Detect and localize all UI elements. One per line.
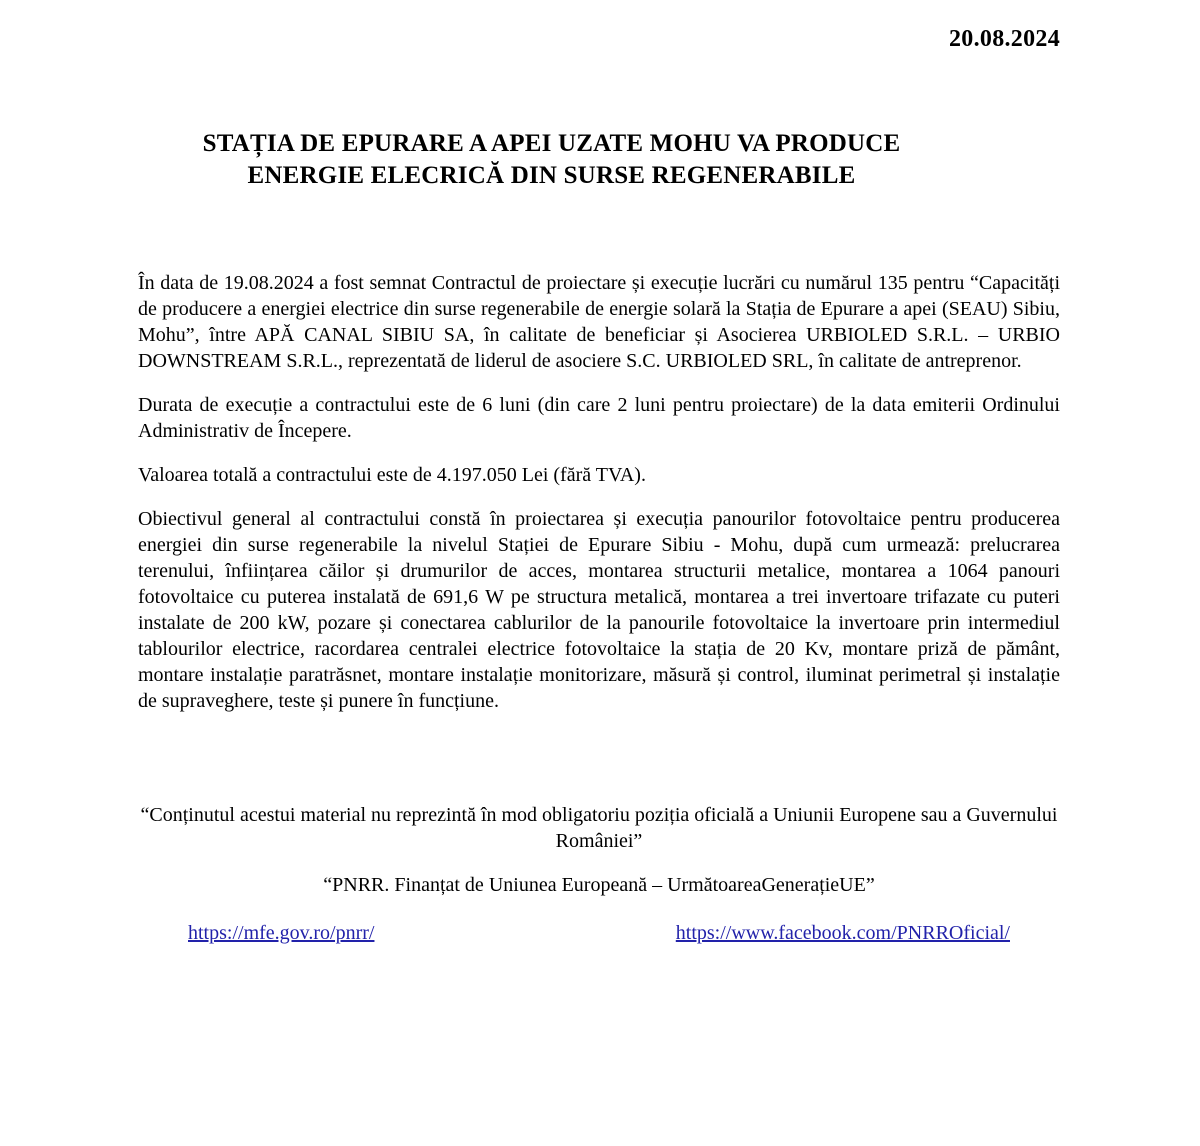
pnrr-funding-text: “PNRR. Finanțat de Uniunea Europeană – UrmătoareaGenerațieUE” [323, 874, 875, 896]
document-title-line-2: ENERGIE ELECRICĂ DIN SURSE REGENERABILE [247, 162, 856, 189]
paragraph-contract-objective: Obiectivul general al contractului constă în proiectarea și execuția panourilor fotovoltaice pentru producerea energiei din surse regenerabile la nivelul Stației de Epurare Sibiu - Mohu, după cum urmează: prelucrarea terenului, înființarea căilor și drumurilor de acces, montarea structurii metalice, montarea a 1064 panouri fotovoltaice cu puterea instalată de 691,6 W pe structura metalică, montarea a trei invertoare trifazate cu puteri instalate de 200 kW, pozare și conectarea cablurilor de la panourile fotovoltaice la invertoare prin intermediul tablourilor electrice, racordarea centralei electrice fotovoltaice la stația de 20 Kv, montare priză de pământ, montare instalație paratrăsnet, montare instalație monitorizare, măsură și control, iluminat perimetral și instalație de supraveghere, teste și punere în funcțiune. [138, 508, 1060, 712]
link-facebook-pnrr-oficial[interactable]: https://www.facebook.com/PNRROficial/ [675, 922, 1010, 944]
document-date: 20.08.2024 [949, 26, 1060, 52]
document-footer [138, 802, 1060, 946]
paragraph-contract-signing: În data de 19.08.2024 a fost semnat Contractul de proiectare și execuție lucrări cu numărul 135 pentru “Capacități de producere a energiei electrice din surse regenerabile de energie solară la Stația de Epurare a apei (SEAU) Sibiu, Mohu”, între APĂ CANAL SIBIU SA, în calitate de beneficiar și Asocierea URBIOLED S.R.L. – URBIO DOWNSTREAM S.R.L., reprezentată de liderul de asociere S.C. URBIOLED SRL, în calitate de antreprenor. [138, 272, 1060, 372]
paragraph-contract-duration: Durata de execuție a contractului este de 6 luni (din care 2 luni pentru proiectare) de la data emiterii Ordinului Administrativ de Începere. [138, 394, 1060, 442]
eu-disclaimer-text: “Conținutul acestui material nu reprezintă în mod obligatoriu poziția oficială a Uniunii Europene sau a Guvernului României” [140, 804, 1058, 852]
paragraph-contract-value: Valoarea totală a contractului este de 4.197.050 Lei (fără TVA). [138, 464, 646, 486]
footer-links [138, 920, 1060, 946]
document-title [138, 128, 965, 192]
link-mfe-gov-pnrr[interactable]: https://mfe.gov.ro/pnrr/ [188, 922, 375, 944]
document-title-line-1: STAȚIA DE EPURARE A APEI UZATE MOHU VA PRODUCE [202, 130, 901, 157]
document-body [138, 270, 1060, 714]
